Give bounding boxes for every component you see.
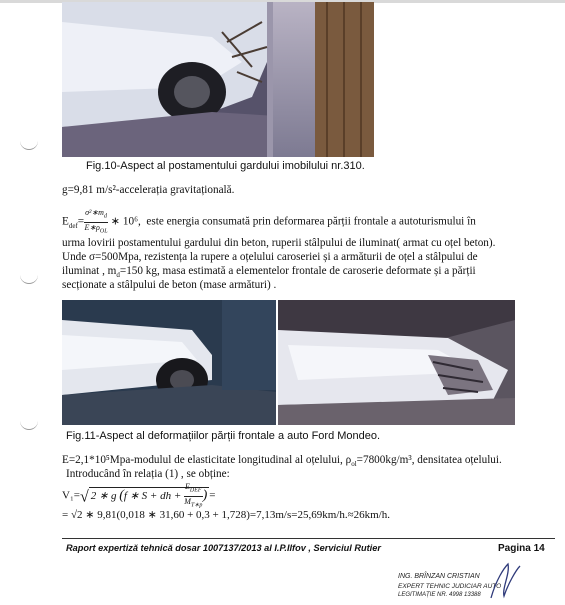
v1-frac-den-sub: T∗p: [190, 502, 203, 509]
energy-line2: urma lovirii postamentului gardului din beton, ruperii stâlpului de iluminat( armat cu oțel beton).: [62, 237, 496, 249]
stamp-name: ING. BRÎNZAN CRISTIAN: [398, 573, 480, 580]
energy-line1: [62, 208, 552, 236]
fig10-caption: Fig.10-Aspect al postamentului gardului imobilului nr.310.: [86, 160, 365, 172]
fraction-denominator: E∗ρ: [84, 222, 100, 232]
intro-line: Introducând în relația (1) , se obține:: [66, 468, 230, 480]
stamp-title: EXPERT TEHNIC JUDICIAR AUTO: [398, 583, 502, 590]
stamp-license: LEGITIMAȚIE NR. 4998 13388: [398, 592, 481, 598]
v1-frac-num: E: [185, 482, 190, 491]
punch-mark: [20, 420, 38, 430]
denominator-subscript: OL: [99, 228, 108, 235]
energy-subscript: def: [68, 221, 78, 230]
punch-mark: [20, 140, 38, 150]
signature-image: [486, 560, 526, 602]
energy-multiplier: ∗ 10⁶,: [110, 215, 141, 228]
v1-result: = √2 ∗ 9,81(0,018 ∗ 31,60 + 0,3 + 1,728)=7,13m/s=25,69km/h.≈26km/h.: [62, 509, 390, 521]
paren-close: ): [202, 487, 208, 503]
fig11-photo-left: [62, 300, 276, 425]
energy-line5: secționate a stâlpului de beton (mase armături) .: [62, 279, 277, 291]
fraction-numerator: σ²∗m: [85, 208, 104, 217]
energy-fraction: [84, 208, 108, 236]
footer-text: Raport expertiză tehnică dosar 1007137/2013 al I.P.Ilfov , Serviciul Rutier: [66, 543, 381, 553]
equals-sign: =: [77, 215, 85, 228]
footer-rule: [62, 538, 555, 539]
line4-start: iluminat , m: [62, 265, 117, 277]
line4-rest: =150 kg, masa estimată a elementelor frontale de caroserie deformate și a părții: [119, 265, 476, 277]
v1-frac-num-sub: DEF: [189, 487, 202, 494]
paren-content: f ∗ S + dh +: [123, 489, 182, 502]
energy-description: este energia consumată prin deformarea părții frontale a autoturismului în: [146, 215, 476, 228]
sqrt-sign: √: [79, 488, 89, 506]
v1-fraction: [184, 482, 203, 510]
energy-line3: Unde σ=500Mpa, rezistența la rupere a oțelului caroseriei și a armăturii de oțel a stâlpului de: [62, 251, 478, 263]
paren-open: (: [119, 487, 124, 503]
elasticity-text: E=2,1*10⁵Mpa-modulul de elasticitate longitudinal al oțelului, ρ: [62, 454, 352, 466]
mass-subscript: d: [116, 271, 120, 280]
v1-symbol: V₁=: [62, 489, 80, 502]
fig11-photo-right: [278, 300, 515, 425]
sqrt-body: [89, 482, 210, 509]
v1-equals: =: [209, 489, 216, 502]
v1-frac-den: M: [184, 496, 191, 506]
fig11-caption: Fig.11-Aspect al deformațiilor părții frontale a auto Ford Mondeo.: [66, 430, 381, 442]
density-subscript: ol: [351, 460, 357, 469]
punch-mark: [20, 274, 38, 284]
energy-symbol: E: [62, 215, 69, 228]
elasticity-rest: =7800kg/m³, densitatea oțelului.: [356, 454, 502, 466]
sqrt-inside: 2 ∗ g: [90, 489, 117, 502]
fig10-photo: [62, 2, 374, 157]
page-number: Pagina 14: [498, 543, 545, 554]
v1-formula: [62, 482, 215, 510]
numerator-subscript: d: [103, 213, 107, 220]
gravity-text: g=9,81 m/s²-accelerația gravitațională.: [62, 184, 235, 196]
